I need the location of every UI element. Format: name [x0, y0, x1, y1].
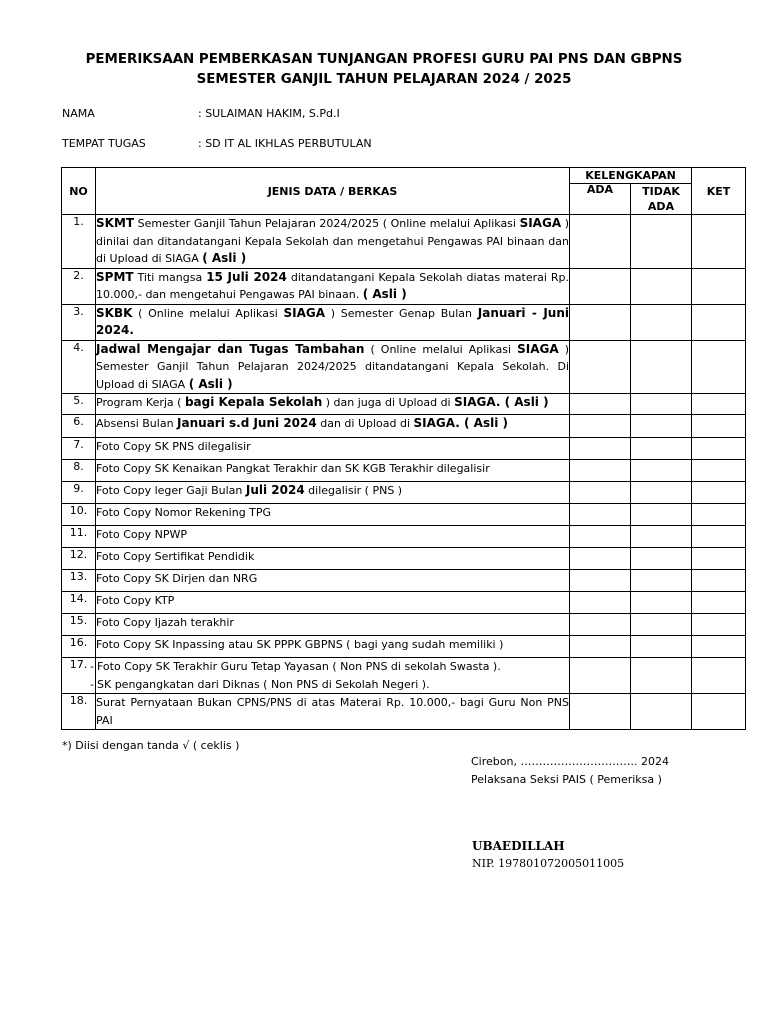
table-row: [62, 394, 746, 415]
check-ada-cell[interactable]: [570, 304, 631, 340]
row-number: 1.: [62, 215, 96, 269]
description-text: SKMT: [96, 216, 135, 230]
description-text: Foto Copy SK Dirjen dan NRG: [96, 572, 258, 585]
row-number: 15.: [62, 614, 96, 636]
description-text: Surat Pernyataan Bukan CPNS/PNS di atas Materai Rp. 10.000,- bagi Guru Non PNS PAI: [96, 696, 569, 727]
table-row: [62, 614, 746, 636]
check-tidak-ada-cell[interactable]: [631, 526, 692, 548]
row-number: 5.: [62, 394, 96, 415]
title-line-1: PEMERIKSAAN PEMBERKASAN TUNJANGAN PROFESI GURU PAI PNS DAN GBPNS: [85, 52, 683, 67]
ket-cell[interactable]: [692, 268, 746, 304]
row-description: [96, 460, 570, 482]
table-row: [62, 415, 746, 438]
description-text: Januari s.d Juni 2024: [177, 416, 317, 430]
berkas-rows: [62, 215, 746, 730]
description-text: ( Asli ): [188, 376, 233, 391]
check-ada-cell[interactable]: [570, 438, 631, 460]
row-number: 8.: [62, 460, 96, 482]
ket-cell[interactable]: [692, 694, 746, 730]
description-text: SIAGA. ( Asli ): [454, 395, 549, 409]
description-text: ) Semester Genap Bulan: [325, 306, 478, 320]
description-text: ( Asli ): [202, 251, 247, 265]
check-ada-cell[interactable]: [570, 548, 631, 570]
table-row: [62, 438, 746, 460]
table-row: [62, 526, 746, 548]
row-number: 2.: [62, 268, 96, 304]
description-text: Foto Copy SK Kenaikan Pangkat Terakhir dan SK KGB Terakhir dilegalisir: [96, 462, 490, 475]
check-ada-cell[interactable]: [570, 592, 631, 614]
check-ada-cell[interactable]: [570, 504, 631, 526]
row-number: 14.: [62, 592, 96, 614]
examiner-role: Pelaksana Seksi PAIS ( Pemeriksa ): [471, 773, 662, 786]
row-description: [96, 438, 570, 460]
footnote: *) Diisi dengan tanda √ ( ceklis ): [62, 739, 240, 752]
description-bullet: - SK pengangkatan dari Diknas ( Non PNS di Sekolah Negeri ).: [96, 676, 569, 694]
row-number: 10.: [62, 504, 96, 526]
description-text: Foto Copy SK Inpassing atau SK PPPK GBPNS ( bagi yang sudah memiliki ): [96, 638, 504, 651]
row-number: 18.: [62, 694, 96, 730]
nama-label: NAMA: [62, 107, 95, 120]
berkas-table: [61, 167, 746, 730]
row-description: [96, 340, 570, 394]
table-row: [62, 482, 746, 504]
description-text: ( Asli ): [362, 287, 407, 301]
ket-cell[interactable]: [692, 548, 746, 570]
row-description: [96, 694, 570, 730]
check-ada-cell[interactable]: [570, 340, 631, 394]
description-text: Foto Copy Sertifikat Pendidik: [96, 550, 255, 563]
description-text: 15 Juli 2024: [206, 269, 287, 284]
table-row: [62, 215, 746, 269]
ket-cell[interactable]: [692, 415, 746, 438]
check-ada-cell[interactable]: [570, 460, 631, 482]
check-tidak-ada-cell[interactable]: [631, 304, 692, 340]
check-ada-cell[interactable]: [570, 482, 631, 504]
check-tidak-ada-cell[interactable]: [631, 460, 692, 482]
ket-cell[interactable]: [692, 438, 746, 460]
row-description: [96, 658, 570, 694]
row-number: 17.: [62, 658, 96, 694]
row-number: 4.: [62, 340, 96, 394]
row-description: [96, 636, 570, 658]
row-number: 12.: [62, 548, 96, 570]
description-text: SIAGA. ( Asli ): [413, 416, 509, 430]
row-description: [96, 415, 570, 438]
check-tidak-ada-cell[interactable]: [631, 394, 692, 415]
row-description: [96, 304, 570, 340]
description-text: ditandatangani Kepala Sekolah diatas materai Rp. 10.000,- dan mengetahui Pengawas PAI binaan.: [96, 270, 570, 301]
description-text: ) dan juga di Upload di: [322, 396, 455, 409]
check-ada-cell[interactable]: [570, 394, 631, 415]
row-description: [96, 215, 570, 269]
check-tidak-ada-cell[interactable]: [631, 268, 692, 304]
city-date: Cirebon, ………………………….. 2024: [471, 755, 669, 768]
signer-nip: NIP. 197801072005011005: [472, 857, 625, 870]
check-ada-cell[interactable]: [570, 526, 631, 548]
description-text: SKBK: [96, 305, 133, 320]
row-description: [96, 526, 570, 548]
header-no: NO: [62, 168, 96, 215]
row-description: [96, 394, 570, 415]
description-text: SIAGA: [283, 305, 325, 320]
check-tidak-ada-cell[interactable]: [631, 614, 692, 636]
table-row: [62, 592, 746, 614]
description-text: Foto Copy KTP: [96, 594, 175, 607]
check-ada-cell[interactable]: [570, 614, 631, 636]
document-title: [0, 50, 768, 90]
ket-cell[interactable]: [692, 658, 746, 694]
row-description: [96, 592, 570, 614]
check-tidak-ada-cell[interactable]: [631, 694, 692, 730]
header-kelengkapan: KELENGKAPAN: [570, 168, 692, 184]
check-tidak-ada-cell[interactable]: [631, 340, 692, 394]
row-description: [96, 570, 570, 592]
description-text: SPMT: [96, 269, 134, 284]
check-tidak-ada-cell[interactable]: [631, 658, 692, 694]
tempat-tugas-value: : SD IT AL IKHLAS PERBUTULAN: [198, 137, 372, 150]
row-description: [96, 614, 570, 636]
check-tidak-ada-cell[interactable]: [631, 592, 692, 614]
nama-value: : SULAIMAN HAKIM, S.Pd.I: [198, 107, 340, 120]
description-text: Jadwal Mengajar dan Tugas Tambahan: [96, 341, 365, 356]
ket-cell[interactable]: [692, 340, 746, 394]
ket-cell[interactable]: [692, 304, 746, 340]
tempat-tugas-row: [62, 137, 372, 150]
description-text: bagi Kepala Sekolah: [184, 395, 323, 409]
row-number: 13.: [62, 570, 96, 592]
check-tidak-ada-cell[interactable]: [631, 415, 692, 438]
description-text: Semester Ganjil Tahun Pelajaran 2024/2025 ( Online melalui Aplikasi: [134, 217, 520, 230]
ket-cell[interactable]: [692, 482, 746, 504]
description-text: Foto Copy Ijazah terakhir: [96, 616, 234, 629]
table-row: [62, 548, 746, 570]
title-line-2: SEMESTER GANJIL TAHUN PELAJARAN 2024 / 2025: [196, 72, 572, 87]
description-text: Foto Copy Nomor Rekening TPG: [96, 506, 272, 519]
ket-cell[interactable]: [692, 394, 746, 415]
tempat-tugas-label: TEMPAT TUGAS: [62, 137, 146, 150]
table-row: [62, 340, 746, 394]
check-ada-cell[interactable]: [570, 636, 631, 658]
signer-name: UBAEDILLAH: [472, 839, 565, 853]
table-row: [62, 460, 746, 482]
row-number: 6.: [62, 415, 96, 438]
description-text: Titi mangsa: [133, 270, 207, 284]
description-text: SIAGA: [519, 216, 562, 230]
description-text: Juli 2024: [245, 483, 305, 497]
ket-cell[interactable]: [692, 460, 746, 482]
description-text: ( Online melalui Aplikasi: [132, 306, 284, 320]
description-text: Absensi Bulan: [96, 417, 178, 430]
check-ada-cell[interactable]: [570, 694, 631, 730]
check-tidak-ada-cell[interactable]: [631, 504, 692, 526]
check-tidak-ada-cell[interactable]: [631, 482, 692, 504]
row-description: [96, 268, 570, 304]
description-text: Foto Copy SK PNS dilegalisir: [96, 440, 251, 453]
description-text: ) dinilai dan ditandatangani Kepala Sekolah dan mengetahui Pengawas PAI binaan dan di Upload di SIAGA: [96, 217, 569, 265]
check-tidak-ada-cell[interactable]: [631, 548, 692, 570]
description-text: ) Semester Ganjil Tahun Pelajaran 2024/2025 ditandatangani Kepala Sekolah. Di Upload di SIAGA: [96, 342, 569, 391]
row-description: [96, 504, 570, 526]
ket-cell[interactable]: [692, 215, 746, 269]
check-tidak-ada-cell[interactable]: [631, 636, 692, 658]
table-row: [62, 268, 746, 304]
check-tidak-ada-cell[interactable]: [631, 215, 692, 269]
table-row: [62, 570, 746, 592]
check-ada-cell[interactable]: [570, 658, 631, 694]
check-tidak-ada-cell[interactable]: [631, 570, 692, 592]
check-ada-cell[interactable]: [570, 215, 631, 269]
ket-cell[interactable]: [692, 526, 746, 548]
row-number: 7.: [62, 438, 96, 460]
nama-row: [62, 107, 340, 120]
description-text: Foto Copy leger Gaji Bulan: [96, 484, 246, 497]
row-number: 3.: [62, 304, 96, 340]
row-description: [96, 548, 570, 570]
table-row: [62, 504, 746, 526]
row-number: 9.: [62, 482, 96, 504]
ket-cell[interactable]: [692, 592, 746, 614]
description-text: SIAGA: [517, 341, 559, 356]
check-tidak-ada-cell[interactable]: [631, 438, 692, 460]
ket-cell[interactable]: [692, 570, 746, 592]
description-text: ( Online melalui Aplikasi: [364, 342, 518, 356]
row-number: 16.: [62, 636, 96, 658]
ket-cell[interactable]: [692, 614, 746, 636]
table-row: [62, 636, 746, 658]
ket-cell[interactable]: [692, 636, 746, 658]
table-row: [62, 694, 746, 730]
ket-cell[interactable]: [692, 504, 746, 526]
check-ada-cell[interactable]: [570, 570, 631, 592]
description-text: dilegalisir ( PNS ): [304, 484, 403, 497]
header-jenis: JENIS DATA / BERKAS: [96, 168, 570, 215]
check-ada-cell[interactable]: [570, 415, 631, 438]
check-ada-cell[interactable]: [570, 268, 631, 304]
header-ada: ADA: [570, 184, 631, 215]
description-text: dan di Upload di: [316, 417, 414, 430]
description-bullet: - Foto Copy SK Terakhir Guru Tetap Yayasan ( Non PNS di sekolah Swasta ).: [96, 658, 569, 676]
table-row: [62, 658, 746, 694]
table-row: [62, 304, 746, 340]
header-ket: KET: [692, 168, 746, 215]
description-text: Januari - Juni 2024.: [96, 305, 569, 337]
row-number: 11.: [62, 526, 96, 548]
row-description: [96, 482, 570, 504]
header-tidak-ada: TIDAK ADA: [631, 184, 692, 215]
description-text: Program Kerja (: [96, 396, 185, 409]
description-text: Foto Copy NPWP: [96, 528, 187, 541]
